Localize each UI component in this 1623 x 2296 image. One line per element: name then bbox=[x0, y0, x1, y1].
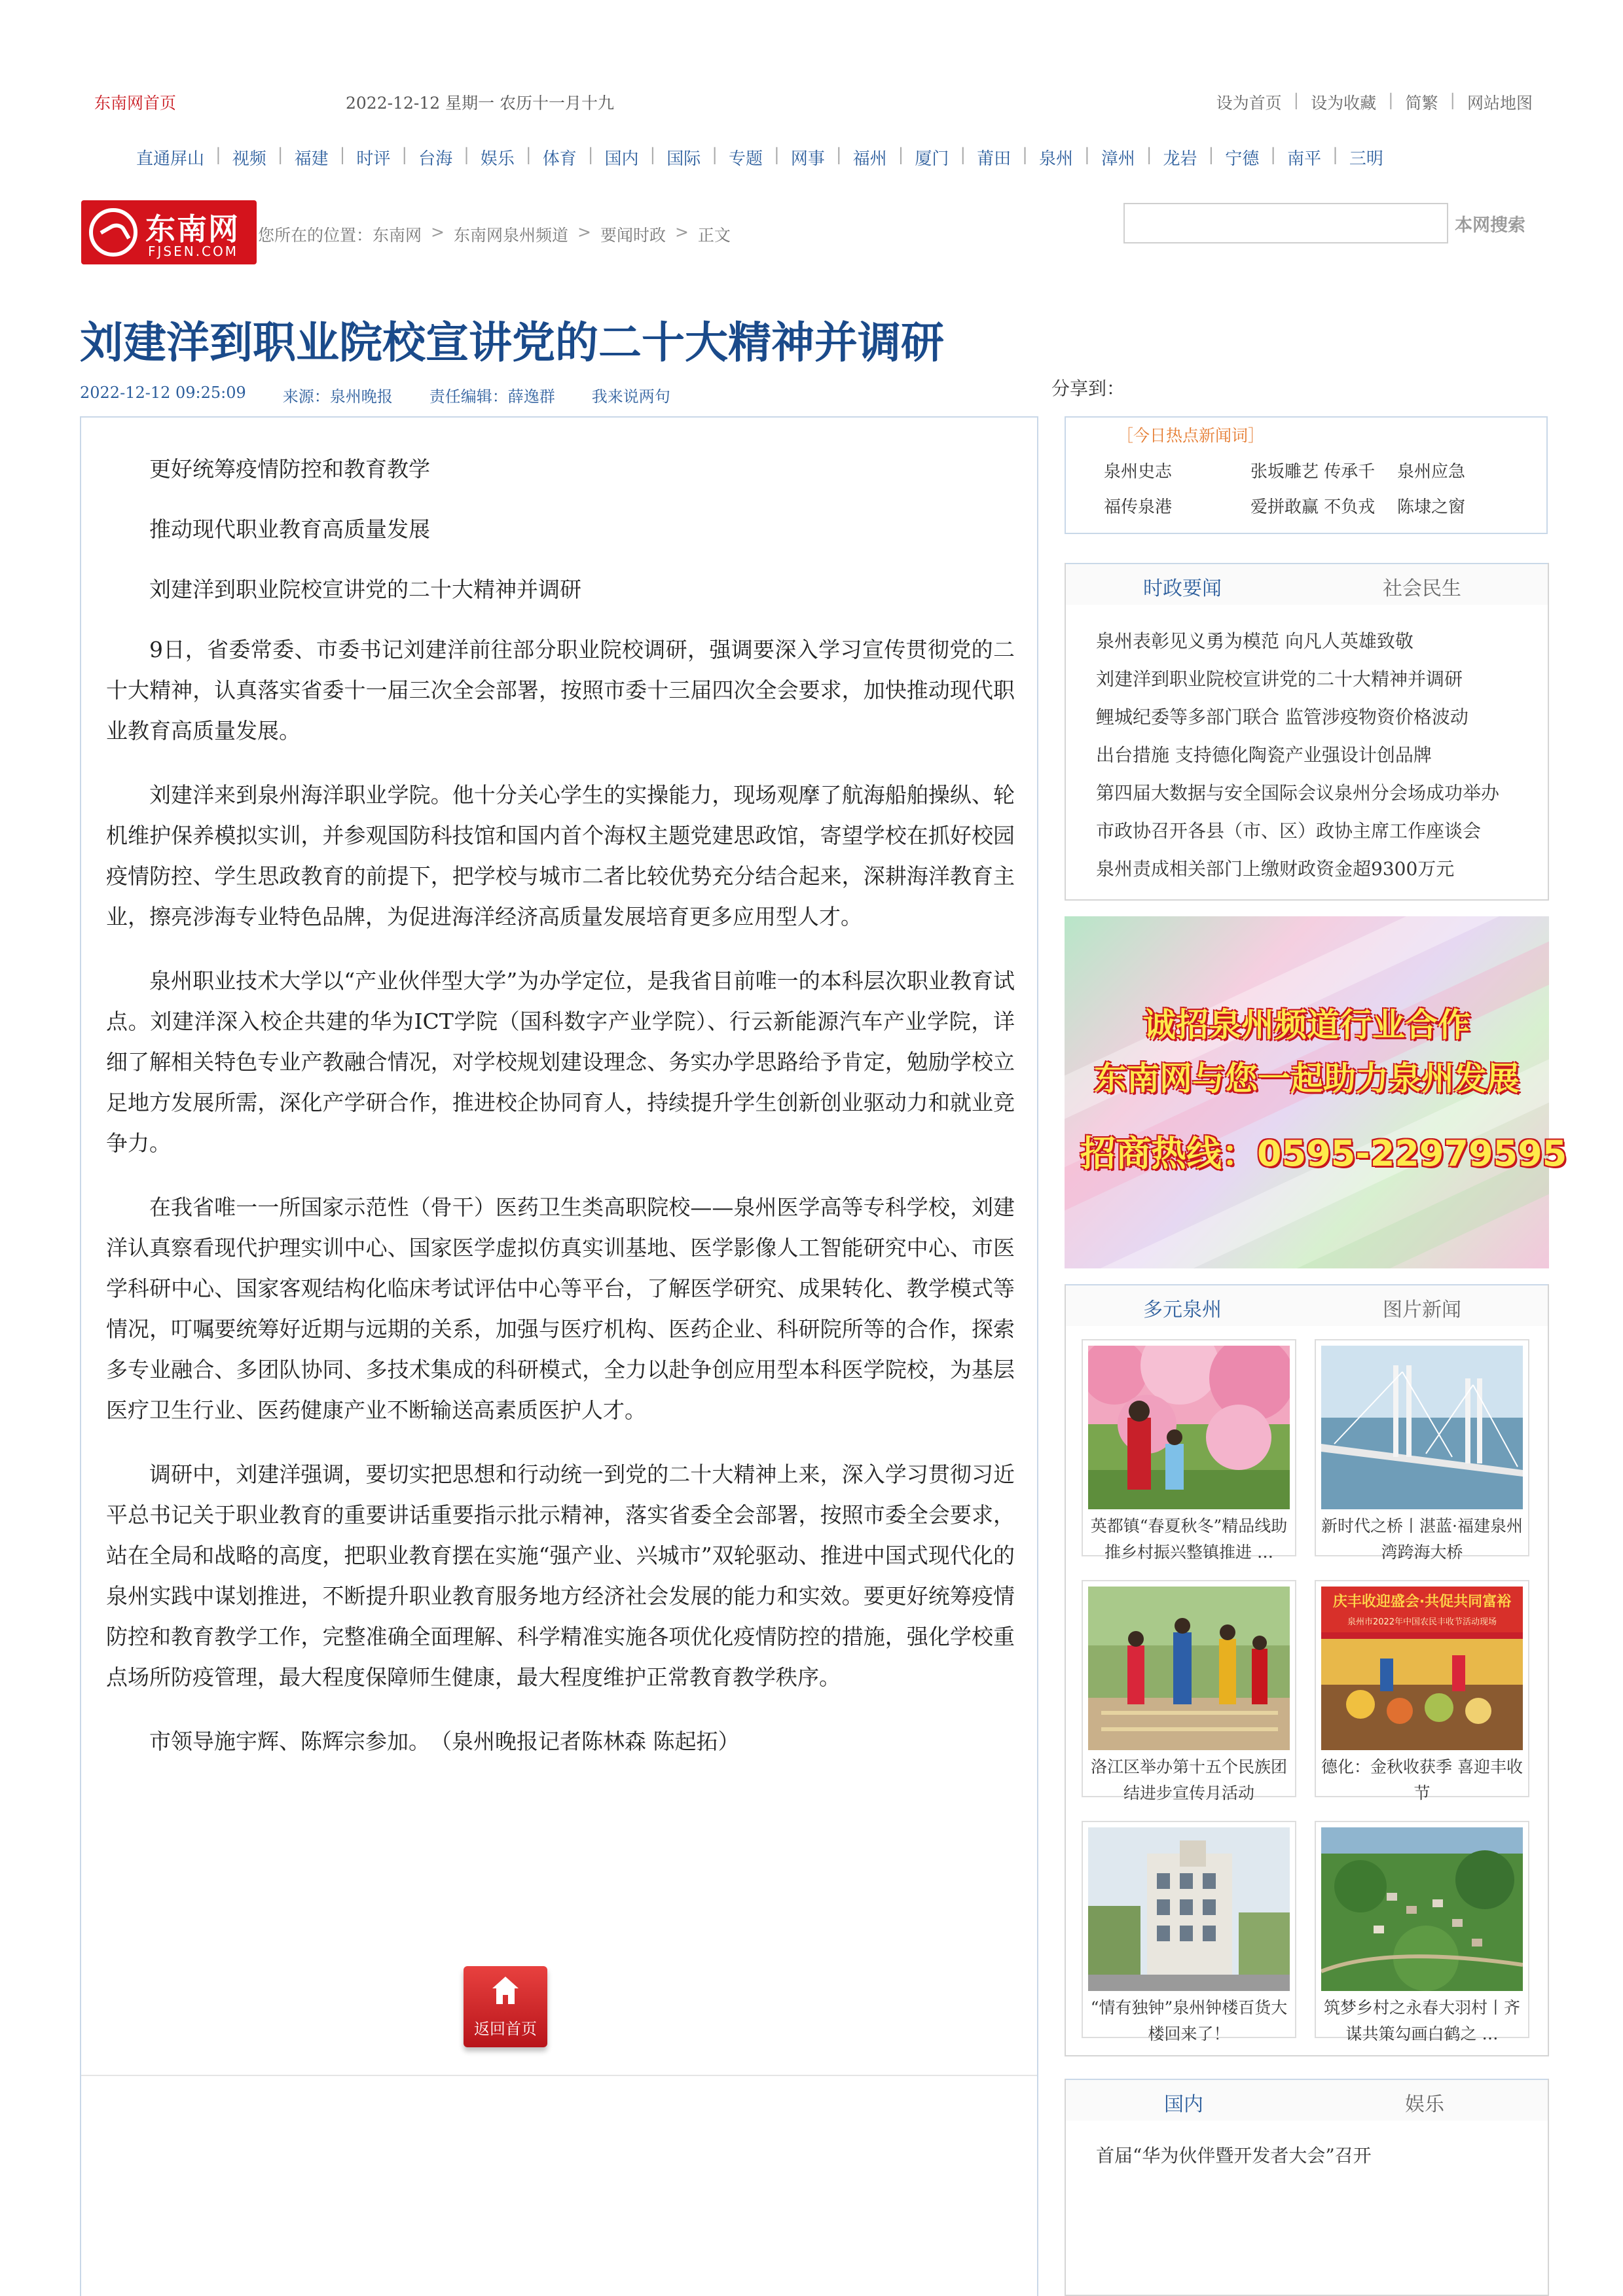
logo-mark-icon bbox=[89, 208, 137, 257]
photo-caption: “情有独钟”泉州钟楼百货大楼回来了！ bbox=[1090, 1998, 1288, 2043]
breadcrumb-item[interactable]: 要闻时政 bbox=[600, 226, 666, 245]
hot-word[interactable]: 泉州应急 bbox=[1397, 462, 1466, 482]
news-link[interactable]: 市政协召开各县（市、区）政协主席工作座谈会 bbox=[1096, 820, 1482, 842]
nav-item[interactable]: 娱乐 bbox=[480, 149, 515, 169]
photo-caption: 筑梦乡村之永春大羽村丨齐谋共策勾画白鹤之 … bbox=[1323, 1998, 1520, 2043]
hot-word[interactable]: 泉州史志 bbox=[1104, 462, 1173, 482]
bookmark-link[interactable]: 设为收藏 bbox=[1311, 94, 1377, 113]
nav-item[interactable]: 网事 bbox=[790, 149, 825, 169]
tab-diverse-quanzhou[interactable]: 多元泉州 bbox=[1143, 1299, 1222, 1321]
article-body bbox=[106, 449, 1015, 1785]
article-editor: 责任编辑：薛逸群 bbox=[429, 387, 555, 406]
set-homepage-link[interactable]: 设为首页 bbox=[1216, 94, 1282, 113]
photo-caption: 德化：金秋收获季 喜迎丰收节 bbox=[1321, 1757, 1523, 1803]
article-paragraph: 在我省唯一一所国家示范性（骨干）医药卫生类高职院校——泉州医学高等专科学校，刘建洋认真察看现代护理实训中心、国家医学虚拟仿真实训基地、医学影像人工智能研究中心、市医学科研中心、国家客观结构化临床考试评估中心等平台，了解医学研究、成果转化、教学模式等情况，叮嘱要统筹好近期与远期的关系，加强与医疗机构、医药企业、科研院所等的合作，探索多专业融合、多团队协同、多技术集成的科研模式，全力以赴争创应用型本科医学院校，为基层医疗卫生行业、医药健康产业不断输送高素质医护人才。 bbox=[106, 1194, 1015, 1423]
photo-caption: 英都镇“春夏秋冬”精品线助推乡村振兴整镇推进 … bbox=[1090, 1516, 1288, 1562]
article-subtitle: 刘建洋到职业院校宣讲党的二十大精神并调研 bbox=[149, 577, 581, 602]
nav-item[interactable]: 国际 bbox=[666, 149, 701, 169]
nav-item[interactable]: 直通屏山 bbox=[136, 149, 205, 169]
breadcrumb-current: 正文 bbox=[697, 226, 731, 245]
tab-domestic[interactable]: 国内 bbox=[1164, 2093, 1203, 2116]
photo-harvest-festival bbox=[1321, 1587, 1523, 1750]
tab-entertainment[interactable]: 娱乐 bbox=[1405, 2093, 1444, 2116]
hot-words-title: ［今日热点新闻词］ bbox=[1117, 426, 1265, 445]
news-link[interactable]: 第四届大数据与安全国际会议泉州分会场成功举办 bbox=[1096, 782, 1500, 804]
back-home-button[interactable] bbox=[464, 1966, 547, 2047]
nav-item[interactable]: 福建 bbox=[294, 149, 329, 169]
photo-blossom bbox=[1088, 1346, 1290, 1509]
photo-department-store bbox=[1088, 1827, 1290, 1991]
news-link[interactable]: 泉州表彰见义勇为模范 向凡人英雄致敬 bbox=[1096, 630, 1413, 652]
nav-item[interactable]: 三明 bbox=[1349, 149, 1383, 169]
photo-card[interactable] bbox=[1082, 1821, 1296, 2043]
nav-item[interactable]: 龙岩 bbox=[1163, 149, 1197, 169]
article-paragraph: 市领导施宇辉、陈辉宗参加。 （泉州晚报记者陈林森 陈起拓） bbox=[149, 1729, 740, 1754]
photo-card[interactable] bbox=[1315, 1339, 1529, 1562]
article-paragraph: 调研中，刘建洋强调，要切实把思想和行动统一到党的二十大精神上来，深入学习贯彻习近平总书记关于职业教育的重要讲话重要指示批示精神，落实省委全会部署，按照市委全会要求，站在全局和战略的高度，把职业教育摆在实施“强产业、兴城市”双轮驱动、推进中国式现代化的泉州实践中谋划推进，不断提升职业教育服务地方经济社会发展的能力和实效。要更好统筹疫情防控和教育教学工作，完整准确全面理解、科学精准实施各项优化疫情防控的措施，强化学校重点场所防疫管理，最大程度保障师生健康，最大程度维护正常教育教学秩序。 bbox=[106, 1462, 1015, 1690]
nav-item[interactable]: 南平 bbox=[1287, 149, 1322, 169]
breadcrumb-item[interactable]: 东南网 bbox=[373, 226, 422, 245]
nav-item[interactable]: 国内 bbox=[604, 149, 639, 169]
home-icon bbox=[491, 1975, 520, 2005]
date-line: 2022-12-12 星期一 农历十一月十九 bbox=[346, 94, 615, 113]
news-link[interactable]: 首届“华为伙伴暨开发者大会”召开 bbox=[1096, 2145, 1372, 2166]
news-panel bbox=[1065, 563, 1549, 901]
news-link[interactable]: 刘建洋到职业院校宣讲党的二十大精神并调研 bbox=[1096, 668, 1463, 690]
article-title: 刘建洋到职业院校宣讲党的二十大精神并调研 bbox=[80, 317, 944, 368]
comment-link[interactable]: 我来说两句 bbox=[591, 387, 670, 406]
nav-item[interactable]: 泉州 bbox=[1038, 149, 1073, 169]
channel-nav: 直通屏山 | 视频 | 福建 | 时评 | 台海 | 娱乐 | 体育 | 国内 | 国际 | 专题 | 网事 | 福州 | 厦门 | 莆田 | 泉州 | 漳州 | 龙岩 | 宁德 | 南平 | 三明 bbox=[136, 145, 1383, 169]
search-button[interactable]: 本网搜索 bbox=[1455, 211, 1525, 236]
logo-name: 东南网 bbox=[145, 211, 240, 247]
photo-village bbox=[1321, 1827, 1523, 1991]
nav-item[interactable]: 体育 bbox=[542, 149, 577, 169]
breadcrumb-item[interactable]: 东南网泉州频道 bbox=[453, 226, 568, 245]
logo-domain: FJSEN.COM bbox=[148, 243, 239, 259]
photo-card[interactable] bbox=[1315, 1821, 1529, 2043]
article-meta bbox=[80, 384, 670, 406]
photo-caption: 新时代之桥丨湛蓝·福建泉州湾跨海大桥 bbox=[1321, 1516, 1523, 1562]
nav-item[interactable]: 莆田 bbox=[977, 149, 1012, 169]
home-link[interactable]: 东南网首页 bbox=[94, 94, 177, 113]
ad-headline: 诚招泉州频道行业合作 bbox=[1143, 1006, 1470, 1044]
ad-subheadline: 东南网与您一起助力泉州发展 bbox=[1094, 1060, 1520, 1098]
divider bbox=[81, 2075, 1037, 2076]
nav-item[interactable]: 时评 bbox=[356, 149, 391, 169]
site-logo[interactable] bbox=[81, 200, 257, 264]
search-input[interactable] bbox=[1123, 203, 1448, 243]
nav-item[interactable]: 台海 bbox=[418, 149, 453, 169]
breadcrumb-prefix: 您所在的位置： bbox=[258, 226, 373, 245]
news-link[interactable]: 出台措施 支持德化陶瓷产业强设计创品牌 bbox=[1096, 744, 1432, 766]
top-links: 设为首页 | 设为收藏 | 简繁 | 网站地图 bbox=[1216, 90, 1533, 113]
nav-item[interactable]: 福州 bbox=[852, 149, 887, 169]
hot-word[interactable]: 福传泉港 bbox=[1104, 497, 1173, 517]
nav-item[interactable]: 漳州 bbox=[1101, 149, 1135, 169]
festival-banner-text: 庆丰收迎盛会·共促共同富裕 bbox=[1332, 1594, 1512, 1610]
sitemap-link[interactable]: 网站地图 bbox=[1467, 94, 1533, 113]
photo-caption: 洛江区举办第十五个民族团结进步宣传月活动 bbox=[1090, 1757, 1287, 1803]
photo-card[interactable] bbox=[1315, 1580, 1529, 1803]
photo-ethnic-dance bbox=[1088, 1587, 1290, 1750]
photo-card[interactable] bbox=[1082, 1580, 1296, 1803]
festival-banner-subtext: 泉州市2022年中国农民丰收节活动现场 bbox=[1347, 1617, 1497, 1627]
photo-bridge bbox=[1321, 1346, 1523, 1509]
article-paragraph: 9日，省委常委、市委书记刘建洋前往部分职业院校调研，强调要深入学习宣传贯彻党的二十大精神，认真落实省委十一届三次全会部署，按照市委十三届四次全会要求，加快推动现代职业教育高质量发展。 bbox=[106, 637, 1015, 744]
breadcrumb: 您所在的位置： 东南网 > 东南网泉州频道 > 要闻时政 > 正文 bbox=[258, 223, 731, 245]
news-link[interactable]: 鲤城纪委等多部门联合 监管涉疫物资价格波动 bbox=[1096, 706, 1468, 728]
back-home-label: 返回首页 bbox=[474, 2020, 537, 2038]
tab-photo-news[interactable]: 图片新闻 bbox=[1383, 1299, 1461, 1321]
tab-society[interactable]: 社会民生 bbox=[1383, 577, 1461, 600]
photo-card[interactable] bbox=[1082, 1339, 1296, 1562]
hot-word[interactable]: 爱拼敢赢 不负戎 bbox=[1250, 497, 1376, 517]
ad-hotline: 招商热线：0595-22979595 bbox=[1080, 1133, 1567, 1174]
news-link[interactable]: 泉州责成相关部门上缴财政资金超9300万元 bbox=[1096, 858, 1455, 880]
publish-datetime: 2022-12-12 09:25:09 bbox=[80, 384, 246, 402]
nav-item[interactable]: 厦门 bbox=[915, 149, 949, 169]
nav-item[interactable]: 视频 bbox=[232, 149, 266, 169]
article-paragraph: 刘建洋来到泉州海洋职业学院。他十分关心学生的实操能力，现场观摩了航海船舶操纵、轮机维护保养模拟实训，并参观国防科技馆和国内首个海权主题党建思政馆，寄望学校在抓好校园疫情防控、学生思政教育的前提下，把学校与城市二者比较优势充分结合起来，深耕海洋教育主业，擦亮涉海专业特色品牌，为促进海洋经济高质量发展培育更多应用型人才。 bbox=[106, 782, 1015, 929]
simplified-traditional-link[interactable]: 简繁 bbox=[1405, 94, 1438, 113]
tab-politics[interactable]: 时政要闻 bbox=[1143, 577, 1222, 600]
nav-item[interactable]: 专题 bbox=[729, 149, 763, 169]
hot-word[interactable]: 张坂雕艺 传承千 bbox=[1250, 462, 1376, 482]
nav-item[interactable]: 宁德 bbox=[1225, 149, 1260, 169]
bottom-panel bbox=[1065, 2079, 1549, 2296]
article-paragraph: 泉州职业技术大学以“产业伙伴型大学”为办学定位，是我省目前唯一的本科层次职业教育试点。刘建洋深入校企共建的华为ICT学院（国科数字产业学院）、行云新能源汽车产业学院，详细了解相关特色专业产教融合情况，对学校规划建设理念、务实办学思路给予肯定，勉励学校立足地方发展所需，深化产学研合作，推进校企协同育人，持续提升学生创新创业驱动力和就业竞争力。 bbox=[106, 968, 1015, 1156]
article-source: 来源：泉州晚报 bbox=[282, 387, 393, 406]
article-subtitle: 推动现代职业教育高质量发展 bbox=[149, 516, 430, 542]
share-label: 分享到： bbox=[1051, 378, 1125, 399]
hot-word[interactable]: 陈埭之窗 bbox=[1397, 497, 1466, 517]
article-subtitle: 更好统筹疫情防控和教育教学 bbox=[149, 456, 430, 482]
